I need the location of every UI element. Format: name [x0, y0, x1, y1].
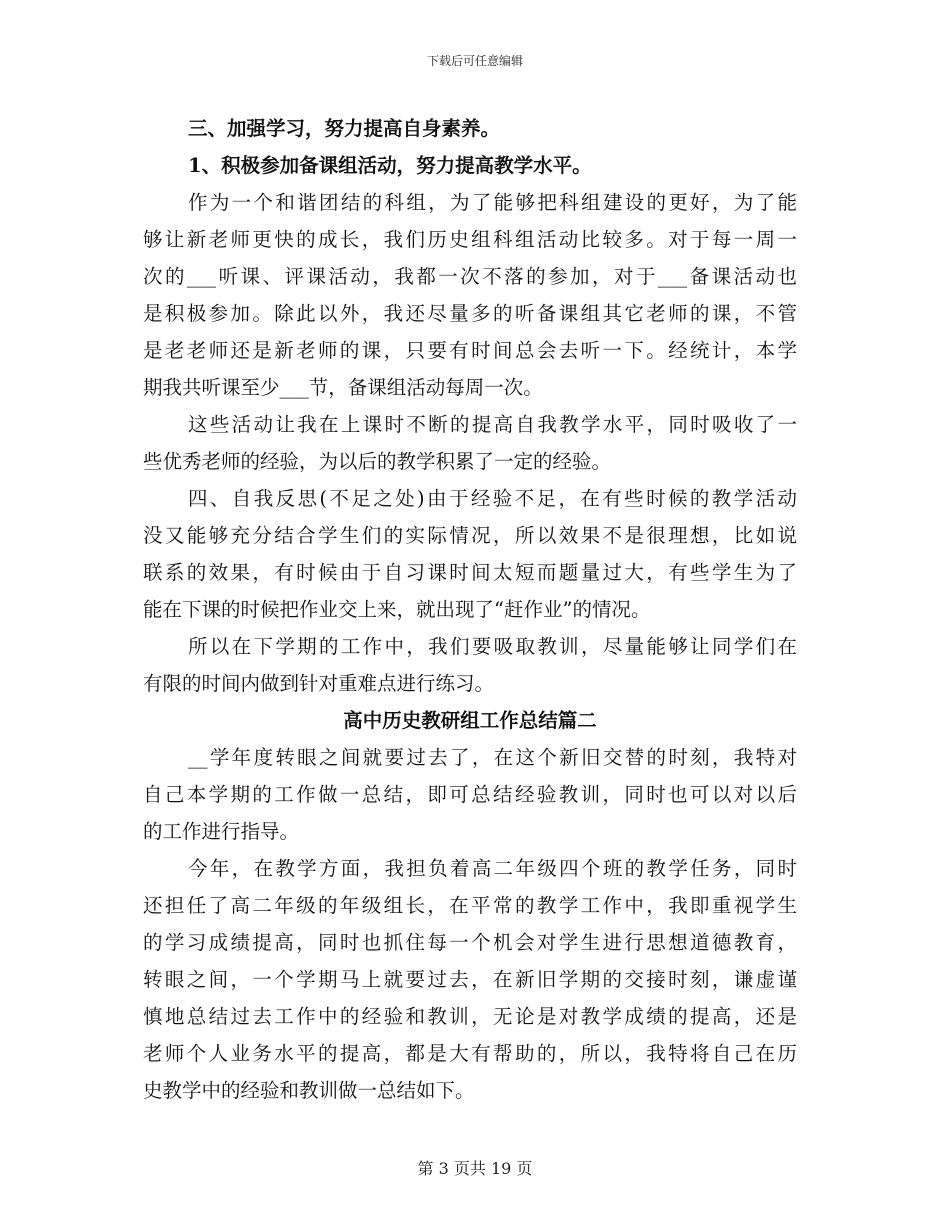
paragraph-line: 老师个人业务水平的提高，都是大有帮助的，所以，我特将自己在历 — [143, 1042, 797, 1065]
paragraph-line: 没又能够充分结合学生们的实际情况，所以效果不是很理想，比如说 — [143, 524, 797, 547]
paragraph-line: 些优秀老师的经验，为以后的教学积累了一定的经验。 — [143, 450, 612, 473]
paragraph-line: 是老老师还是新老师的课，只要有时间总会去听一下。经统计，本学 — [143, 339, 797, 362]
page-number: 第 3 页共 19 页 — [417, 1159, 533, 1178]
subsection-heading-1: 1、积极参加备课组活动，努力提高教学水平。 — [188, 154, 592, 177]
article-title: 高中历史教研组工作总结篇二 — [343, 709, 597, 732]
paragraph-line: 这些活动让我在上课时不断的提高自我教学水平，同时吸收了一 — [188, 413, 797, 436]
paragraph-line: 今年，在教学方面，我担负着高二年级四个班的教学任务，同时 — [188, 857, 797, 880]
paragraph-line: 所以在下学期的工作中，我们要吸取教训，尽量能够让同学们在 — [188, 635, 797, 658]
paragraph-line: 够让新老师更快的成长，我们历史组科组活动比较多。对于每一周一 — [143, 228, 797, 251]
paragraph-line: 有限的时间内做到针对重难点进行练习。 — [143, 672, 495, 695]
paragraph-line: 期我共听课至少___节，备课组活动每周一次。 — [143, 376, 543, 399]
paragraph-line: 是积极参加。除此以外，我还尽量多的听备课组其它老师的课，不管 — [143, 302, 797, 325]
paragraph-line: 作为一个和谐团结的科组，为了能够把科组建设的更好，为了能 — [188, 191, 797, 214]
paragraph-line: 能在下课的时候把作业交上来，就出现了“赶作业”的情况。 — [143, 598, 651, 621]
paragraph-line: 联系的效果，有时候由于自习课时间太短而题量过大，有些学生为了 — [143, 561, 797, 584]
paragraph-line: 自己本学期的工作做一总结，即可总结经验教训，同时也可以对以后 — [143, 783, 797, 806]
paragraph-line: 次的___听课、评课活动，我都一次不落的参加，对于___备课活动也 — [143, 265, 797, 288]
paragraph-line: 史教学中的经验和教训做一总结如下。 — [143, 1079, 475, 1102]
paragraph-line: 还担任了高二年级的年级组长，在平常的教学工作中，我即重视学生 — [143, 894, 797, 917]
paragraph-line: 的学习成绩提高，同时也抓住每一个机会对学生进行思想道德教育， — [143, 931, 797, 954]
paragraph-line: 的工作进行指导。 — [143, 820, 300, 843]
page-header-note: 下载后可任意编辑 — [426, 54, 523, 68]
document-body — [143, 110, 797, 1109]
paragraph-line: 转眼之间，一个学期马上就要过去，在新旧学期的交接时刻，谦虚谨 — [143, 968, 797, 991]
paragraph-line: __学年度转眼之间就要过去了，在这个新旧交替的时刻，我特对 — [188, 746, 797, 769]
paragraph-line: 慎地总结过去工作中的经验和教训，无论是对教学成绩的提高，还是 — [143, 1005, 797, 1028]
section-heading-3: 三、加强学习，努力提高自身素养。 — [188, 117, 501, 140]
paragraph-line: 四、自我反思(不足之处)由于经验不足，在有些时候的教学活动 — [188, 487, 797, 510]
